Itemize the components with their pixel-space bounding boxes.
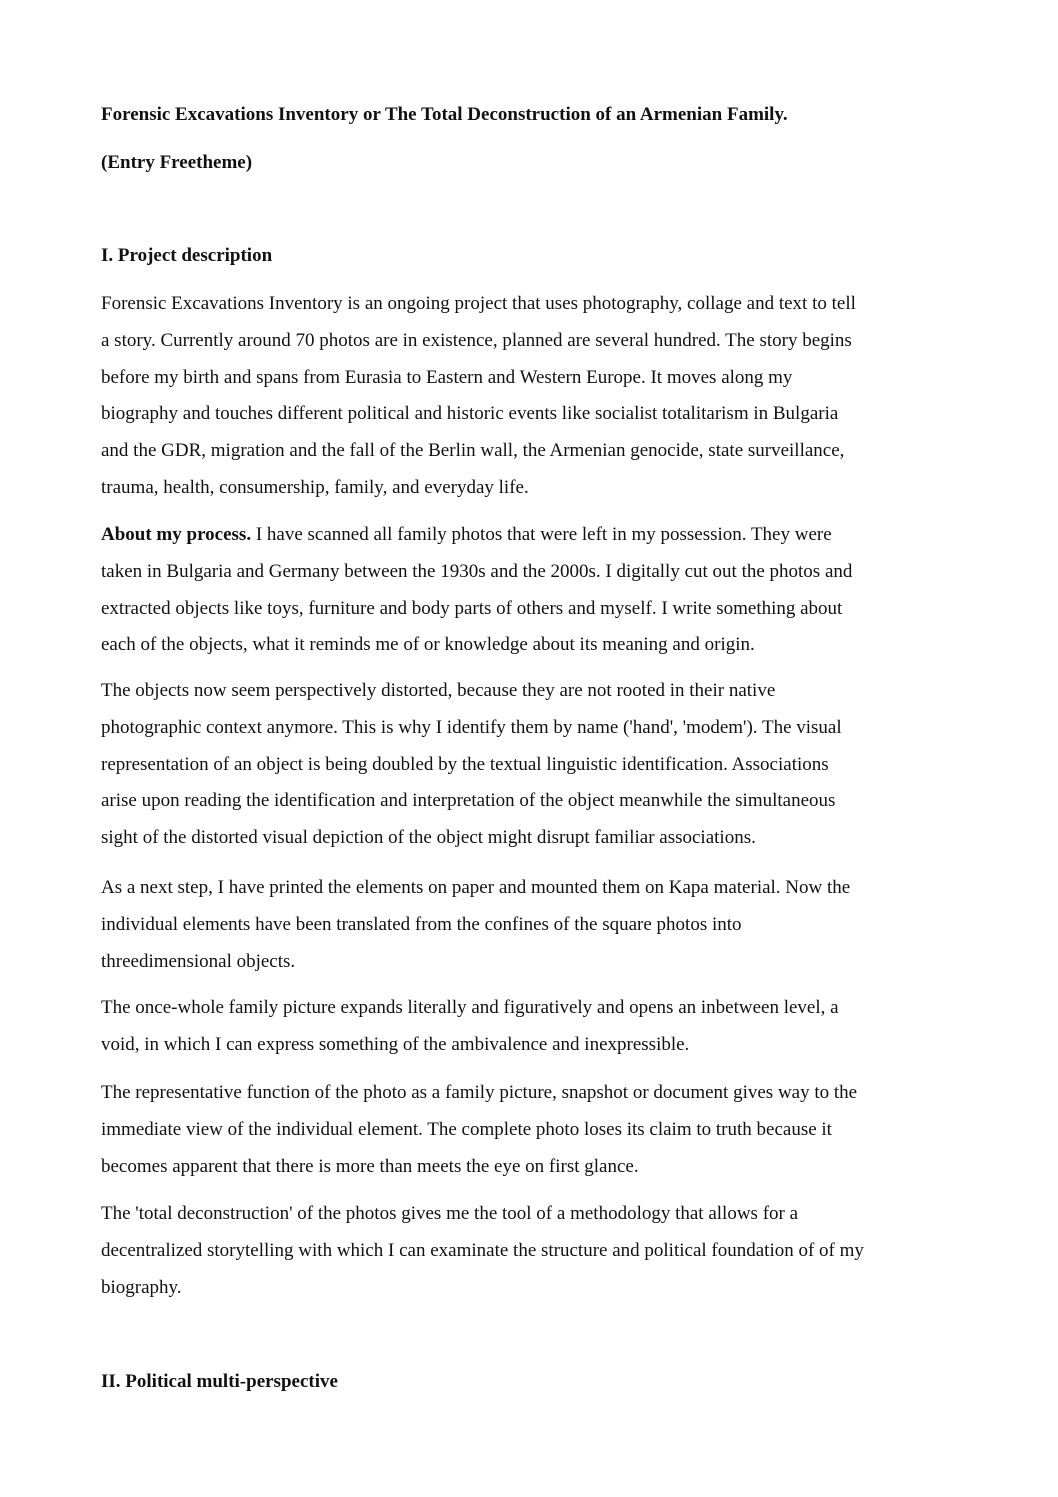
- paragraph-inbetween: [101, 990, 971, 1064]
- paragraph-line: decentralized storytelling with which I can examinate the structure and political foundation of of my: [101, 1239, 864, 1261]
- section-heading-project-description: I. Project description: [101, 245, 273, 266]
- paragraph-line: representation of an object is being doubled by the textual linguistic identification. Associations: [101, 753, 829, 775]
- paragraph-distortion: [101, 673, 971, 857]
- paragraph-line: photographic context anymore. This is why I identify them by name ('hand', 'modem'). The visual: [101, 716, 842, 738]
- paragraph-line: [101, 517, 971, 554]
- paragraph-line: immediate view of the individual element. The complete photo loses its claim to truth because it: [101, 1118, 832, 1140]
- paragraph-line: biography.: [101, 1276, 182, 1298]
- paragraph-line: void, in which I can express something of the ambivalence and inexpressible.: [101, 1033, 690, 1055]
- paragraph-lead-in: About my process.: [101, 524, 252, 545]
- paragraph-total-deconstruction: [101, 1196, 971, 1306]
- paragraph-project-overview: [101, 286, 971, 507]
- paragraph-line: each of the objects, what it reminds me of or knowledge about its meaning and origin.: [101, 634, 755, 656]
- paragraph-line: trauma, health, consumership, family, and everyday life.: [101, 476, 529, 498]
- paragraph-line: Forensic Excavations Inventory is an ongoing project that uses photography, collage and text to tell: [101, 293, 856, 314]
- paragraph-line: threedimensional objects.: [101, 950, 296, 972]
- paragraph-line-rest: I have scanned all family photos that were left in my possession. They were: [251, 524, 832, 545]
- paragraph-line: arise upon reading the identification and interpretation of the object meanwhile the simultaneous: [101, 790, 836, 812]
- document-subtitle: (Entry Freetheme): [101, 152, 253, 173]
- paragraph-line: individual elements have been translated from the confines of the square photos into: [101, 913, 742, 935]
- paragraph-process: [101, 517, 971, 664]
- paragraph-line: As a next step, I have printed the elements on paper and mounted them on Kapa material. Now the: [101, 877, 851, 898]
- paragraph-line: biography and touches different political and historic events like socialist totalitarism in Bulgaria: [101, 403, 839, 425]
- paragraph-next-step: [101, 870, 971, 980]
- paragraph-line: sight of the distorted visual depiction of the object might disrupt familiar associations.: [101, 827, 756, 849]
- paragraph-line: and the GDR, migration and the fall of the Berlin wall, the Armenian genocide, state surveillance,: [101, 440, 845, 462]
- paragraph-line: The once-whole family picture expands literally and figuratively and opens an inbetween level, a: [101, 997, 839, 1018]
- paragraph-line: becomes apparent that there is more than meets the eye on first glance.: [101, 1155, 639, 1177]
- paragraph-line: The representative function of the photo as a family picture, snapshot or document gives way to the: [101, 1082, 858, 1103]
- paragraph-line: The objects now seem perspectively distorted, because they are not rooted in their native: [101, 680, 776, 701]
- paragraph-line: before my birth and spans from Eurasia to Eastern and Western Europe. It moves along my: [101, 366, 793, 388]
- paragraph-line: The 'total deconstruction' of the photos gives me the tool of a methodology that allows for a: [101, 1203, 799, 1224]
- paragraph-line: extracted objects like toys, furniture and body parts of others and myself. I write something about: [101, 597, 843, 619]
- paragraph-line: taken in Bulgaria and Germany between the 1930s and the 2000s. I digitally cut out the photos and: [101, 560, 853, 582]
- paragraph-representative-function: [101, 1075, 971, 1185]
- paragraph-line: a story. Currently around 70 photos are in existence, planned are several hundred. The story begins: [101, 329, 852, 351]
- section-heading-political-multi-perspective: II. Political multi-perspective: [101, 1371, 338, 1392]
- document-title: Forensic Excavations Inventory or The Total Deconstruction of an Armenian Family.: [101, 104, 788, 125]
